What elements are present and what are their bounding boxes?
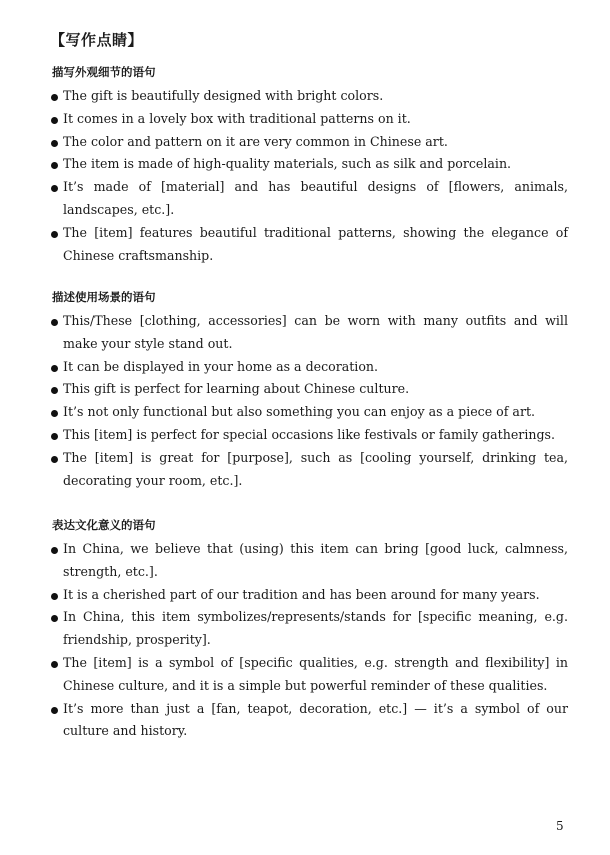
bullet-icon bbox=[51, 547, 58, 554]
bullet-icon bbox=[51, 410, 58, 417]
list-item: This [item] is perfect for special occasions like festivals or family gatherings. bbox=[50, 424, 568, 447]
bullet-icon bbox=[51, 661, 58, 668]
section-appearance bbox=[50, 63, 568, 267]
bullet-icon bbox=[51, 140, 58, 147]
bullet-icon bbox=[51, 615, 58, 622]
section-culture bbox=[50, 516, 568, 743]
sentence-list bbox=[50, 85, 568, 267]
section-title: 描写外观细节的语句 bbox=[52, 65, 156, 79]
section-title: 表达文化意义的语句 bbox=[52, 518, 156, 532]
section-usage bbox=[50, 288, 568, 492]
list-item: This gift is perfect for learning about Chinese culture. bbox=[50, 378, 568, 401]
list-item: The color and pattern on it are very common in Chinese art. bbox=[50, 131, 568, 154]
bullet-icon bbox=[51, 365, 58, 372]
list-item: It comes in a lovely box with traditional patterns on it. bbox=[50, 108, 568, 131]
list-item: It is a cherished part of our tradition and has been around for many years. bbox=[50, 584, 568, 607]
list-item: It can be displayed in your home as a decoration. bbox=[50, 356, 568, 379]
bullet-icon bbox=[51, 433, 58, 440]
bullet-icon bbox=[51, 707, 58, 714]
bullet-icon bbox=[51, 319, 58, 326]
page-heading: 【写作点睛】 bbox=[50, 31, 144, 49]
list-item: The [item] is a symbol of [specific qualities, e.g. strength and flexibility] in Chinese culture, and it is a simple but powerful reminder of these qualities. bbox=[50, 652, 568, 698]
list-item: It’s not only functional but also something you can enjoy as a piece of art. bbox=[50, 401, 568, 424]
section-title: 描述使用场景的语句 bbox=[52, 290, 156, 304]
list-item: In China, this item symbolizes/represents/stands for [specific meaning, e.g. friendship, prosperity]. bbox=[50, 606, 568, 652]
bullet-icon bbox=[51, 185, 58, 192]
page-number: 5 bbox=[556, 819, 564, 833]
list-item: The gift is beautifully designed with bright colors. bbox=[50, 85, 568, 108]
bullet-icon bbox=[51, 456, 58, 463]
list-item: The [item] features beautiful traditional patterns, showing the elegance of Chinese craftsmanship. bbox=[50, 222, 568, 268]
sentence-list bbox=[50, 310, 568, 492]
bullet-icon bbox=[51, 162, 58, 169]
list-item: This/These [clothing, accessories] can be worn with many outfits and will make your style stand out. bbox=[50, 310, 568, 356]
sentence-list bbox=[50, 538, 568, 743]
bullet-icon bbox=[51, 231, 58, 238]
bullet-icon bbox=[51, 593, 58, 600]
list-item: The [item] is great for [purpose], such as [cooling yourself, drinking tea, decorating your room, etc.]. bbox=[50, 447, 568, 493]
list-item: It’s more than just a [fan, teapot, decoration, etc.] — it’s a symbol of our culture and history. bbox=[50, 698, 568, 744]
bullet-icon bbox=[51, 117, 58, 124]
bullet-icon bbox=[51, 387, 58, 394]
list-item: In China, we believe that (using) this item can bring [good luck, calmness, strength, etc.]. bbox=[50, 538, 568, 584]
bullet-icon bbox=[51, 94, 58, 101]
list-item: It’s made of [material] and has beautiful designs of [flowers, animals, landscapes, etc.]. bbox=[50, 176, 568, 222]
list-item: The item is made of high-quality materials, such as silk and porcelain. bbox=[50, 153, 568, 176]
